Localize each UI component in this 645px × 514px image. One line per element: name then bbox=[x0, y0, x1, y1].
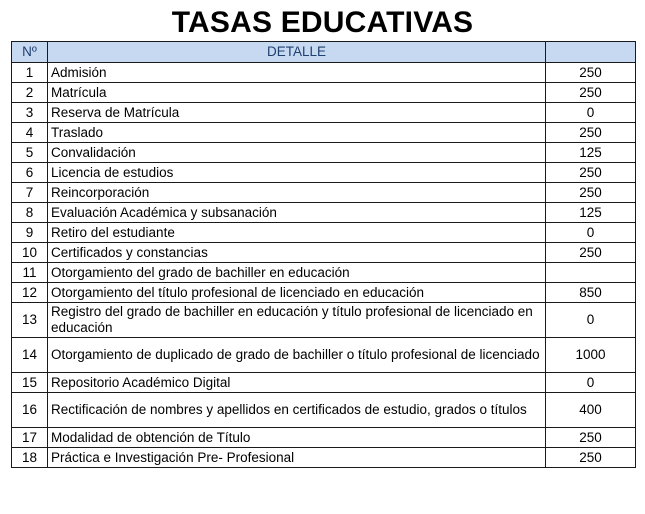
row-number: 11 bbox=[12, 263, 48, 283]
row-detail: Reserva de Matrícula bbox=[48, 103, 546, 123]
row-amount: 250 bbox=[546, 243, 636, 263]
row-number: 4 bbox=[12, 123, 48, 143]
header-amount bbox=[546, 42, 636, 63]
table-row bbox=[12, 83, 636, 103]
row-number: 8 bbox=[12, 203, 48, 223]
row-detail: Matrícula bbox=[48, 83, 546, 103]
row-number: 17 bbox=[12, 428, 48, 448]
row-amount: 125 bbox=[546, 143, 636, 163]
fees-table bbox=[11, 41, 636, 468]
row-detail: Otorgamiento de duplicado de grado de bachiller o título profesional de licenciado bbox=[48, 338, 546, 373]
row-detail: Otorgamiento del título profesional de licenciado en educación bbox=[48, 283, 546, 303]
table-row bbox=[12, 283, 636, 303]
table-row bbox=[12, 63, 636, 83]
header-number: Nº bbox=[12, 42, 48, 63]
table-row bbox=[12, 263, 636, 283]
table-row bbox=[12, 103, 636, 123]
row-amount: 0 bbox=[546, 303, 636, 338]
row-detail: Retiro del estudiante bbox=[48, 223, 546, 243]
table-row bbox=[12, 303, 636, 338]
row-detail: Traslado bbox=[48, 123, 546, 143]
table-row bbox=[12, 373, 636, 393]
row-amount: 400 bbox=[546, 393, 636, 428]
table-row bbox=[12, 243, 636, 263]
row-detail: Repositorio Académico Digital bbox=[48, 373, 546, 393]
page-title: TASAS EDUCATIVAS bbox=[171, 6, 474, 39]
row-detail: Otorgamiento del grado de bachiller en educación bbox=[48, 263, 546, 283]
row-amount: 125 bbox=[546, 203, 636, 223]
row-number: 13 bbox=[12, 303, 48, 338]
row-number: 12 bbox=[12, 283, 48, 303]
row-number: 18 bbox=[12, 448, 48, 468]
row-amount: 250 bbox=[546, 123, 636, 143]
table-row bbox=[12, 428, 636, 448]
table-row bbox=[12, 123, 636, 143]
row-amount: 0 bbox=[546, 103, 636, 123]
table-row bbox=[12, 183, 636, 203]
row-number: 15 bbox=[12, 373, 48, 393]
table-row bbox=[12, 448, 636, 468]
row-amount: 250 bbox=[546, 183, 636, 203]
row-detail: Registro del grado de bachiller en educación y título profesional de licenciado en educación bbox=[48, 303, 546, 338]
row-number: 16 bbox=[12, 393, 48, 428]
row-detail: Admisión bbox=[48, 63, 546, 83]
row-detail: Modalidad de obtención de Título bbox=[48, 428, 546, 448]
table-row bbox=[12, 223, 636, 243]
row-amount: 850 bbox=[546, 283, 636, 303]
row-number: 7 bbox=[12, 183, 48, 203]
row-detail: Evaluación Académica y subsanación bbox=[48, 203, 546, 223]
header-detail: DETALLE bbox=[48, 42, 546, 63]
table-row bbox=[12, 393, 636, 428]
row-detail: Práctica e Investigación Pre- Profesional bbox=[48, 448, 546, 468]
row-number: 1 bbox=[12, 63, 48, 83]
row-number: 10 bbox=[12, 243, 48, 263]
row-amount: 250 bbox=[546, 63, 636, 83]
row-detail: Certificados y constancias bbox=[48, 243, 546, 263]
row-number: 3 bbox=[12, 103, 48, 123]
row-number: 9 bbox=[12, 223, 48, 243]
row-amount: 250 bbox=[546, 163, 636, 183]
row-number: 6 bbox=[12, 163, 48, 183]
row-amount: 0 bbox=[546, 223, 636, 243]
row-number: 5 bbox=[12, 143, 48, 163]
table-header-row bbox=[12, 42, 636, 63]
row-detail: Reincorporación bbox=[48, 183, 546, 203]
row-number: 14 bbox=[12, 338, 48, 373]
table-row bbox=[12, 163, 636, 183]
row-amount: 250 bbox=[546, 428, 636, 448]
table-row bbox=[12, 143, 636, 163]
table-row bbox=[12, 203, 636, 223]
row-amount: 0 bbox=[546, 373, 636, 393]
row-amount bbox=[546, 263, 636, 283]
row-amount: 1000 bbox=[546, 338, 636, 373]
table-row bbox=[12, 338, 636, 373]
row-detail: Rectificación de nombres y apellidos en certificados de estudio, grados o títulos bbox=[48, 393, 546, 428]
row-detail: Convalidación bbox=[48, 143, 546, 163]
row-amount: 250 bbox=[546, 83, 636, 103]
row-detail: Licencia de estudios bbox=[48, 163, 546, 183]
row-amount: 250 bbox=[546, 448, 636, 468]
row-number: 2 bbox=[12, 83, 48, 103]
